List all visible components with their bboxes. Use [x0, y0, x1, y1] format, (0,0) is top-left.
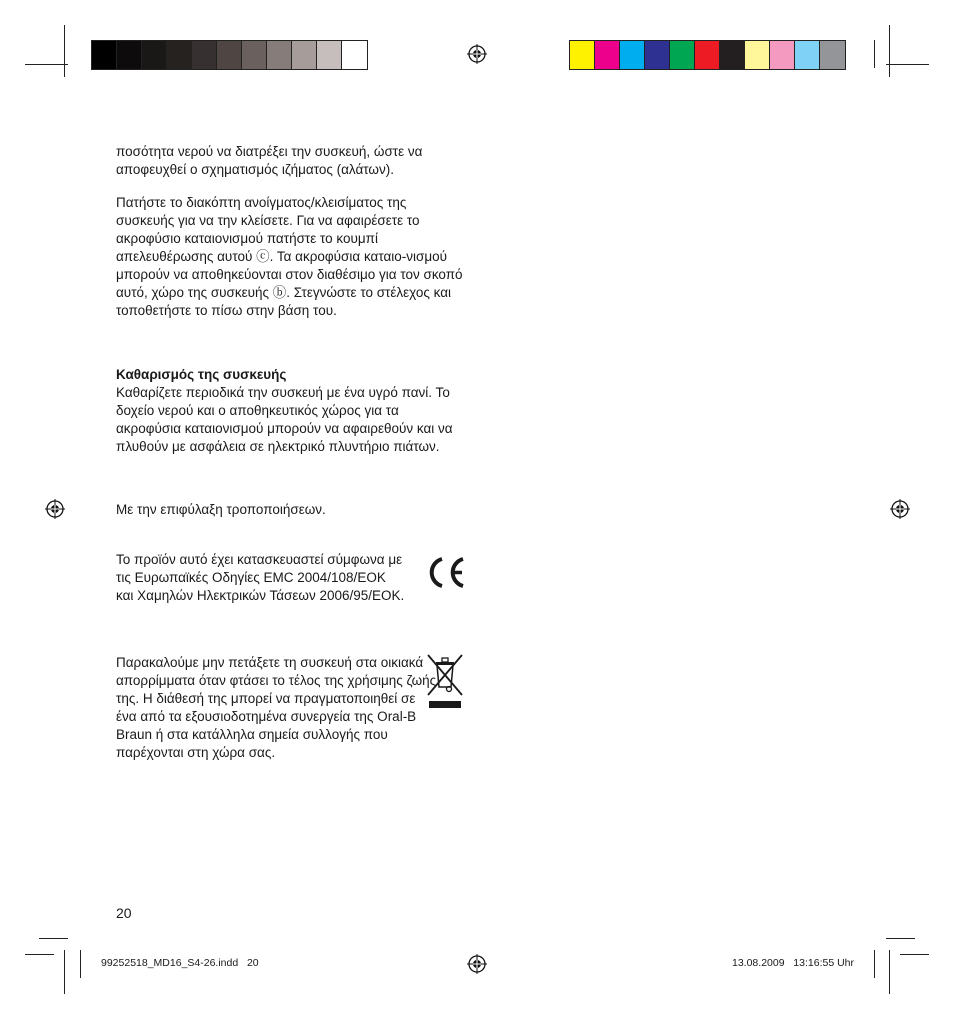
- crop-mark-bottom-right-v2: [874, 950, 875, 978]
- registration-mark-icon: [45, 499, 65, 519]
- color-swatch: [92, 41, 117, 69]
- paragraph-switch-off: [116, 194, 466, 320]
- section-heading: Καθαρισμός της συσκευής: [116, 367, 287, 382]
- color-swatch: [570, 41, 595, 69]
- crop-mark-bottom-left-h: [39, 938, 68, 939]
- color-swatch: [595, 41, 620, 69]
- crop-mark-top-right-v2: [874, 40, 875, 68]
- color-swatch: [292, 41, 317, 69]
- crop-mark-top-left-h: [25, 64, 68, 65]
- registration-mark-icon: [467, 954, 487, 974]
- crop-mark-top-left-v: [64, 25, 65, 77]
- color-swatch: [192, 41, 217, 69]
- color-swatch: [820, 41, 845, 69]
- crop-mark-bottom-left-h2: [25, 954, 54, 955]
- color-swatch: [745, 41, 770, 69]
- color-swatch: [620, 41, 645, 69]
- page-number: 20: [116, 905, 132, 921]
- slug-file-info: 99252518_MD16_S4-26.indd 20: [101, 957, 259, 969]
- color-swatch: [117, 41, 142, 69]
- color-swatch: [342, 41, 367, 69]
- ce-mark-icon: [425, 556, 465, 589]
- color-swatch: [695, 41, 720, 69]
- disposal-text: [116, 654, 438, 762]
- color-swatch: [242, 41, 267, 69]
- slug-datetime: 13.08.2009 13:16:55 Uhr: [732, 957, 855, 969]
- color-swatch: [770, 41, 795, 69]
- process-color-bar: [569, 40, 846, 70]
- ce-compliance-text: [116, 551, 406, 605]
- crop-mark-bottom-left-v2: [80, 950, 81, 978]
- section-cleaning: [116, 366, 466, 456]
- color-swatch: [267, 41, 292, 69]
- color-swatch: [720, 41, 745, 69]
- crop-mark-bottom-right-h: [886, 938, 915, 939]
- color-swatch: [217, 41, 242, 69]
- paragraph-text: Πατήστε το διακόπτη ανοίγματος/κλεισίματος της συσκευής για να την κλείσετε. Για να αφαιρέσετε το ακροφύσιο καταιονισμού πατήστε το κουμπί απελευθέρωσης αυτού ⓒ. Τα ακροφύσια καταιο-νισμού μπορούν να αποθηκεύονται στον διαθέσιμο για τον σκοπό αυτό, χώρο της συσκευής ⓑ. Στεγνώστε το στέλεχος και τοποθετήστε το πίσω στην βάση του.: [116, 195, 463, 318]
- paragraph-text: Παρακαλούμε μην πετάξετε τη συσκευή στα οικιακά απορρίμματα όταν φτάσει το τέλος της χρήσιμης ζωής της. Η διάθεσή της μπορεί να πραγματοποιηθεί σε ένα από τα εξουσιοδοτημένα συνεργεία της Oral-B Braun ή στα κατάλληλα σημεία συλλογής που παρέχονται στη χώρα σας.: [116, 655, 437, 760]
- crop-mark-bottom-left-v: [64, 950, 65, 994]
- color-swatch: [167, 41, 192, 69]
- paragraph-text: Καθαρίζετε περιοδικά την συσκευή με ένα υγρό πανί. Το δοχείο νερού και ο αποθηκευτικός χώρος για τα ακροφύσια καταιονισμού μπορούν να αφαιρεθούν και να πλυθούν με ασφάλεια σε ηλεκτρικό πλυντήριο πιάτων.: [116, 385, 453, 454]
- registration-mark-icon: [890, 499, 910, 519]
- registration-mark-icon: [467, 44, 487, 64]
- paragraph-text: Με την επιφύλαξη τροποποιήσεων.: [116, 502, 326, 517]
- paragraph-text: ποσότητα νερού να διατρέξει την συσκευή, ώστε να αποφευχθεί ο σχηματισμός ιζήματος (αλάτων).: [116, 144, 423, 177]
- crop-mark-bottom-right-h2: [900, 954, 929, 955]
- color-swatch: [670, 41, 695, 69]
- color-swatch: [645, 41, 670, 69]
- paragraph-water-flush: [116, 143, 466, 179]
- paragraph-text: Το προϊόν αυτό έχει κατασκευαστεί σύμφωνα με τις Ευρωπαϊκές Οδηγίες EMC 2004/108/ΕΟΚ και Χαμηλών Ηλεκτρικών Τάσεων 2006/95/ΕΟΚ.: [116, 552, 405, 603]
- color-swatch: [142, 41, 167, 69]
- grayscale-color-bar: [91, 40, 368, 70]
- crop-mark-bottom-right-v: [889, 950, 890, 994]
- color-swatch: [317, 41, 342, 69]
- crossed-out-bin-icon: [425, 653, 465, 710]
- modifications-note: [116, 501, 466, 519]
- crop-mark-top-right-v: [889, 25, 890, 77]
- crop-mark-top-right-h: [886, 64, 929, 65]
- color-swatch: [795, 41, 820, 69]
